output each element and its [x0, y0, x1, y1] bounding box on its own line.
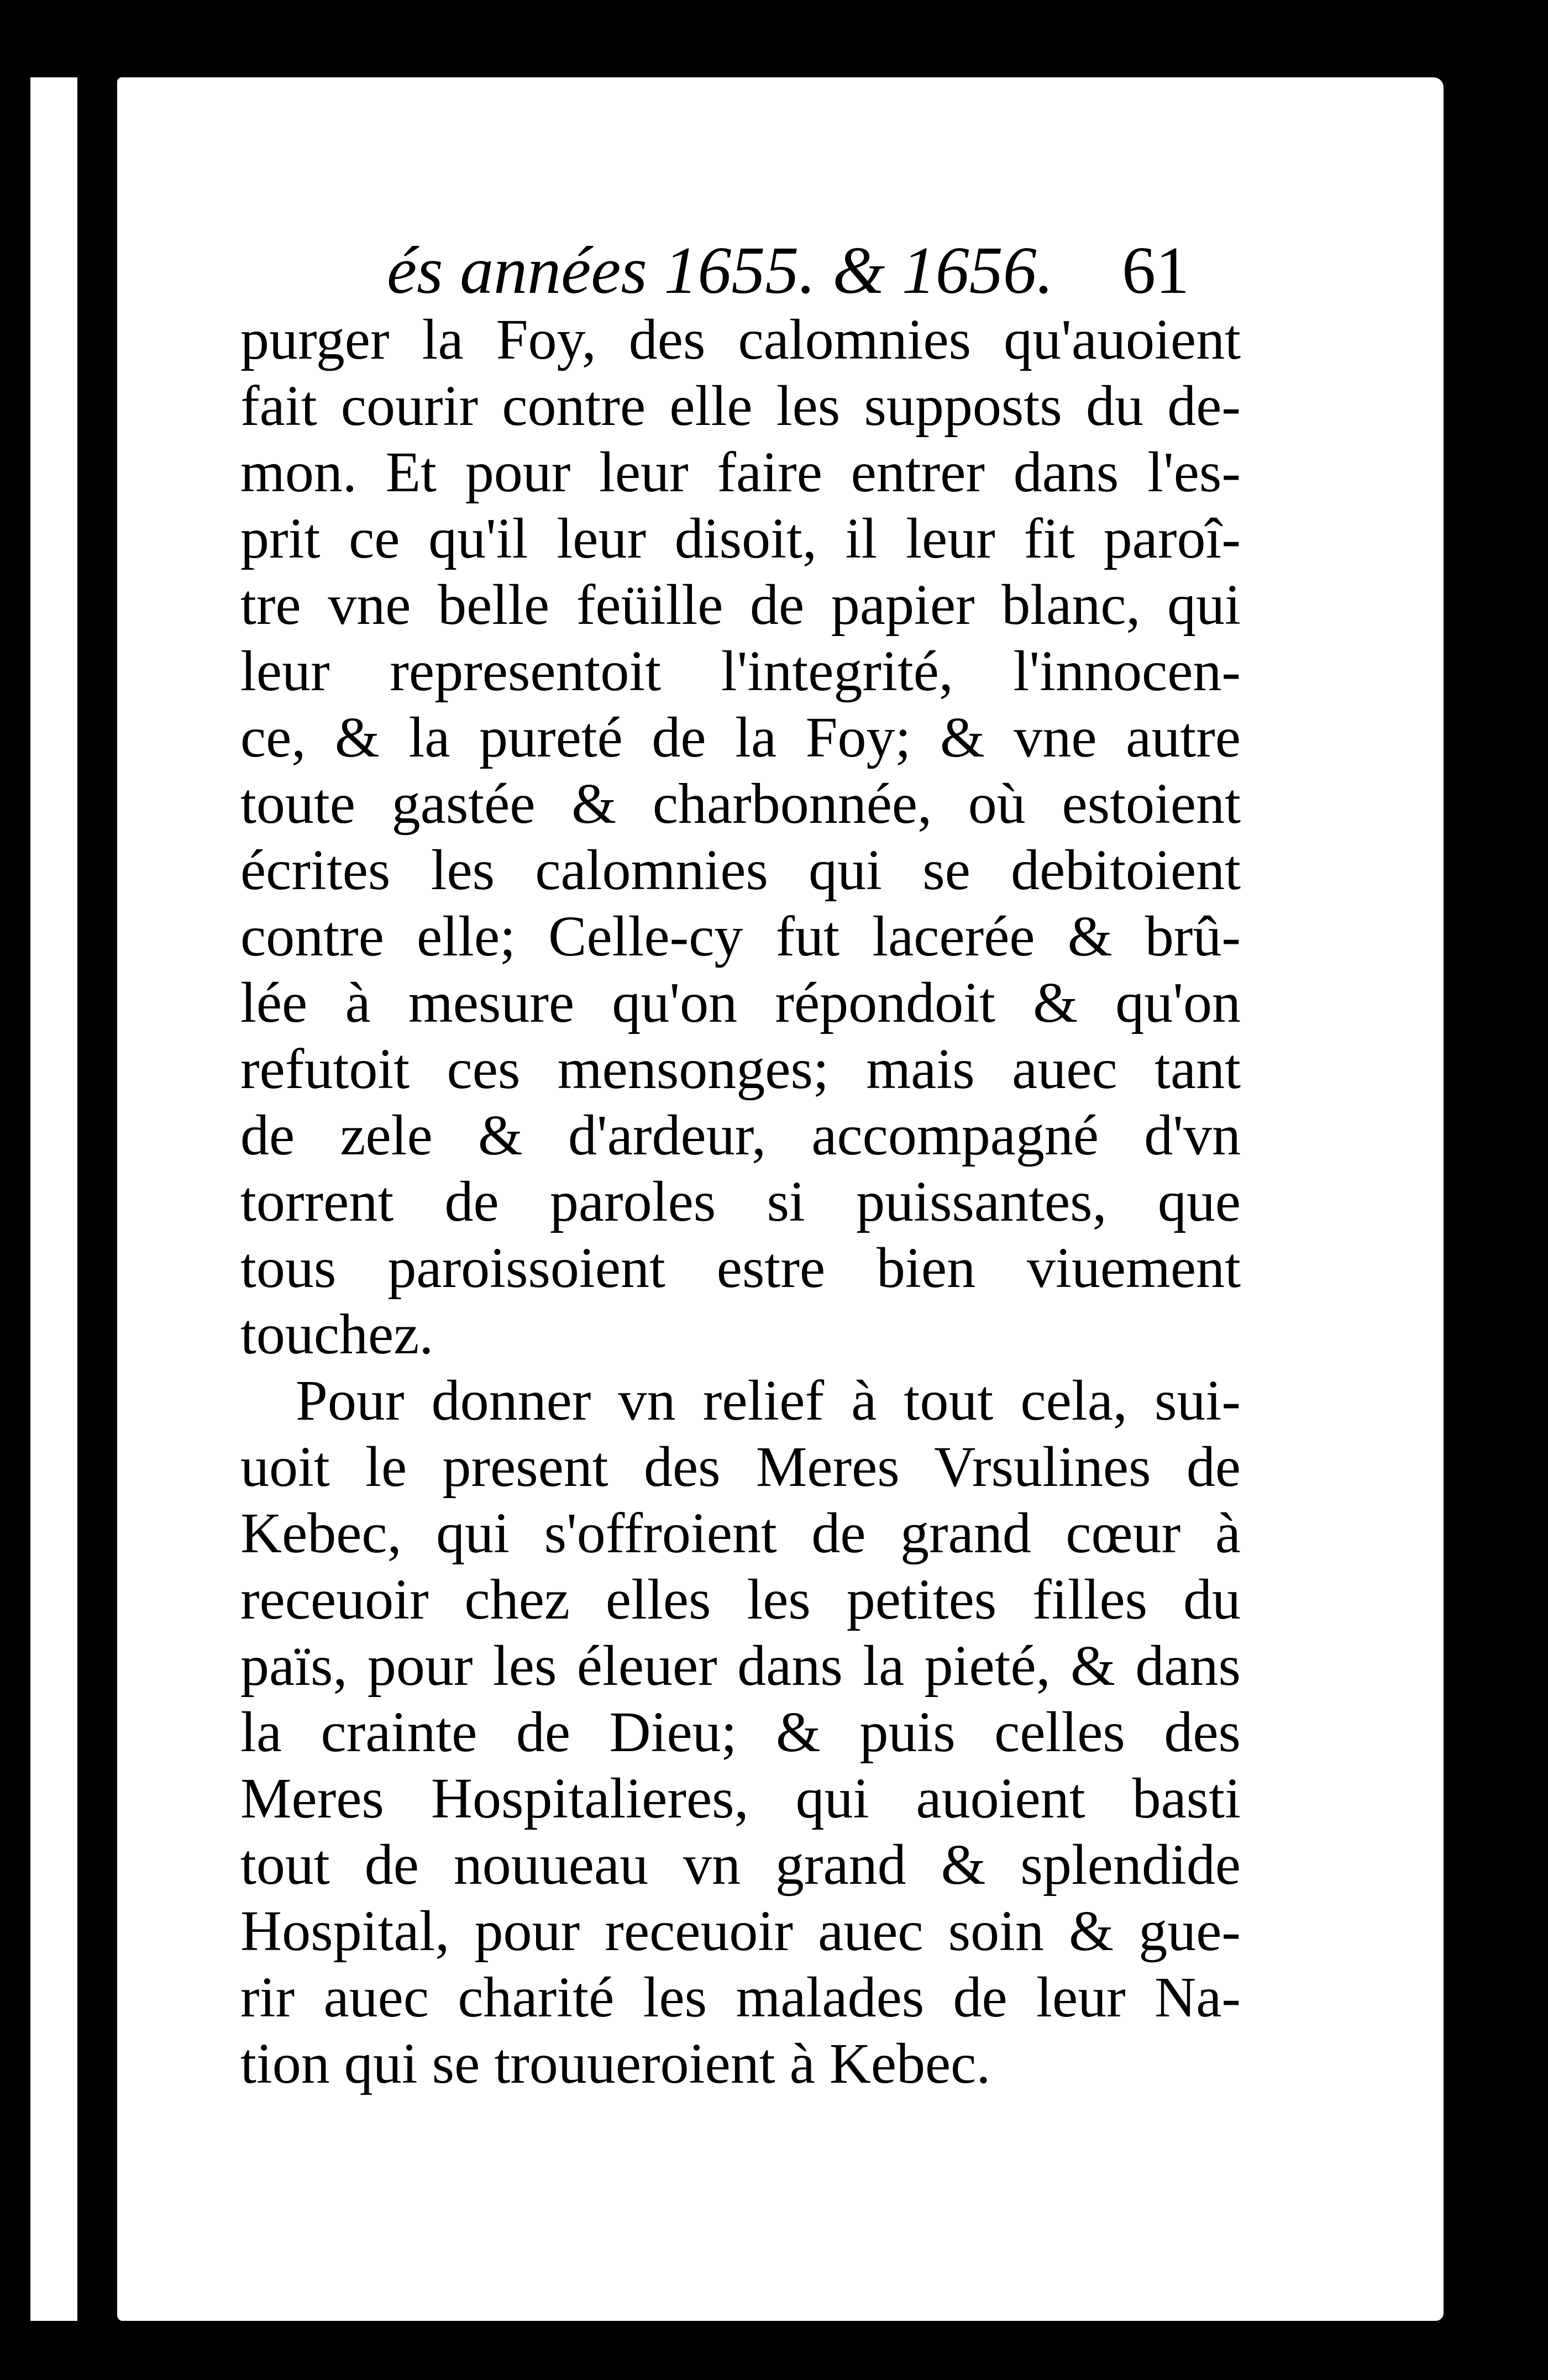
body-text [240, 307, 1241, 2097]
text-line: tout de nouueau vn grand & splendide [240, 1833, 1241, 1896]
page-number: 61 [1122, 233, 1189, 308]
text-line: uoit le present des Meres Vrsulines de [240, 1435, 1241, 1499]
text-line: prit ce qu'il leur disoit, il leur fit paroî- [240, 507, 1241, 570]
text-line: fait courir contre elle les supposts du de- [240, 374, 1241, 438]
text-line: Pour donner vn relief à tout cela, sui- [296, 1369, 1241, 1432]
text-line: mon. Et pour leur faire entrer dans l'es- [240, 440, 1241, 504]
text-line: tion qui se trouueroient à Kebec. [240, 2032, 991, 2095]
text-line: refutoit ces mensonges; mais auec tant [240, 1037, 1241, 1101]
text-line: rir auec charité les malades de leur Na- [240, 1966, 1241, 2029]
text-line: toute gastée & charbonnée, où estoient [240, 772, 1241, 836]
running-head-title: és années 1655. & 1656. [387, 233, 1054, 308]
text-line: receuoir chez elles les petites filles du [240, 1568, 1241, 1631]
text-line: païs, pour les éleuer dans la pieté, & dans [240, 1634, 1241, 1698]
text-line: purger la Foy, des calomnies qu'auoient [240, 308, 1241, 371]
text-line: torrent de paroles si puissantes, que [240, 1170, 1241, 1233]
text-line: touchez. [240, 1302, 434, 1366]
running-head [276, 232, 1437, 315]
text-line: leur representoit l'integrité, l'innocen- [240, 639, 1241, 703]
text-line: Kebec, qui s'offroient de grand cœur à [240, 1501, 1241, 1565]
text-line: Meres Hospitalieres, qui auoient basti [240, 1767, 1241, 1830]
text-line: écrites les calomnies qui se debitoient [240, 838, 1241, 902]
text-line: de zele & d'ardeur, accompagné d'vn [240, 1104, 1241, 1167]
text-line: ce, & la pureté de la Foy; & vne autre [240, 706, 1241, 769]
text-line: tre vne belle feüille de papier blanc, qui [240, 573, 1241, 637]
text-line: la crainte de Dieu; & puis celles des [240, 1700, 1241, 1764]
adjacent-page-edge [30, 77, 77, 2321]
text-line: contre elle; Celle-cy fut lacerée & brû- [240, 905, 1241, 968]
paragraph [240, 1368, 1241, 2097]
text-line: Hospital, pour receuoir auec soin & gue- [240, 1899, 1241, 1963]
text-line: lée à mesure qu'on répondoit & qu'on [240, 971, 1241, 1034]
text-line: tous paroissoient estre bien viuement [240, 1236, 1241, 1300]
paragraph [240, 307, 1241, 1368]
